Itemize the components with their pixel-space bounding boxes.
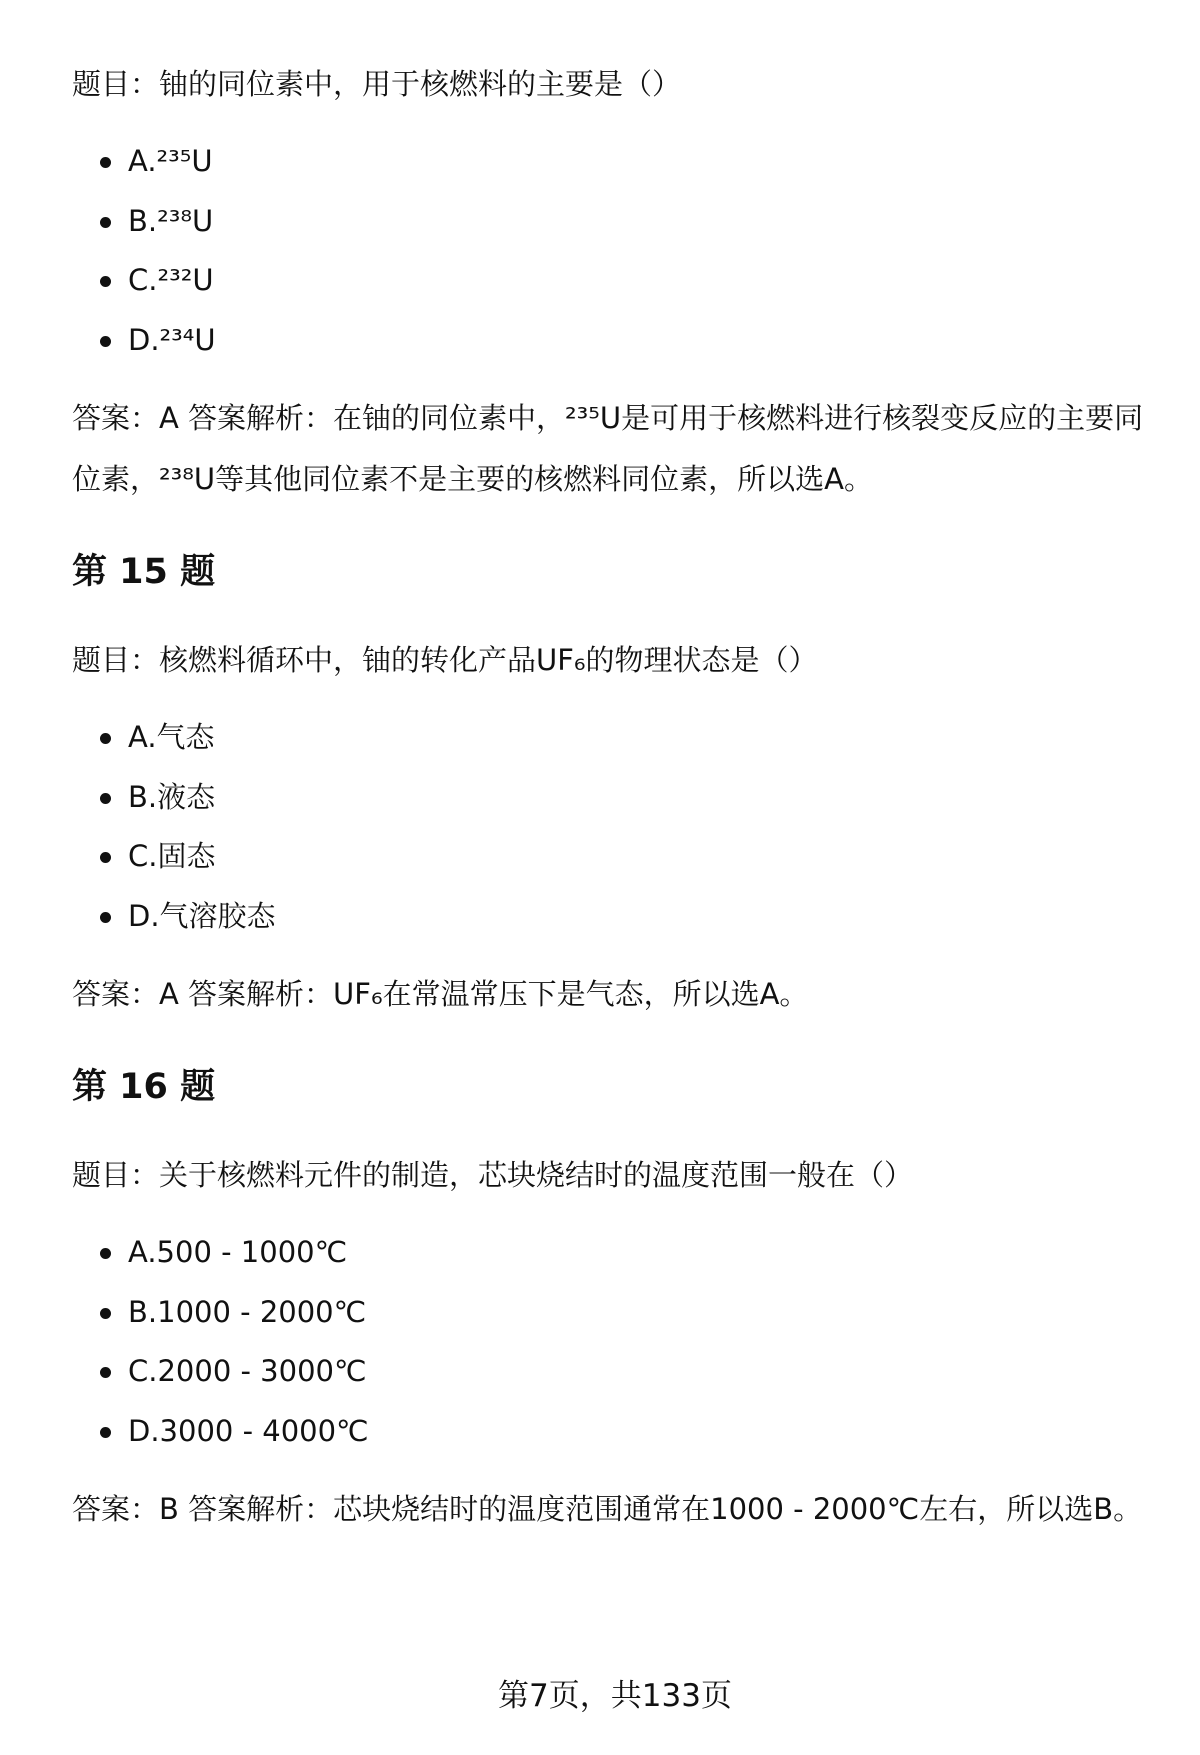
question-15-heading: 第 15 题 bbox=[72, 552, 216, 592]
question-16 bbox=[72, 1065, 1152, 1540]
option-label: C.2000 - 3000℃ bbox=[128, 1354, 367, 1388]
question-15-options bbox=[72, 708, 1152, 946]
option-label: A.气态 bbox=[128, 720, 215, 754]
option-label: D.3000 - 4000℃ bbox=[128, 1413, 369, 1448]
question-16-text: 题目：关于核燃料元件的制造，芯块烧结时的温度范围一般在（） bbox=[72, 1158, 914, 1192]
question-14 bbox=[72, 62, 1152, 510]
bullet-icon bbox=[100, 1308, 111, 1319]
bullet-icon bbox=[100, 157, 111, 168]
option-label: C.固态 bbox=[128, 839, 216, 873]
option-c bbox=[72, 827, 1152, 887]
bullet-icon bbox=[100, 852, 111, 863]
bullet-icon bbox=[100, 276, 111, 287]
option-d bbox=[72, 1402, 1152, 1462]
option-a bbox=[72, 708, 1152, 768]
option-label: A.²³⁵U bbox=[128, 144, 213, 178]
question-16-options bbox=[72, 1223, 1152, 1461]
bullet-icon bbox=[100, 912, 111, 923]
option-c bbox=[72, 251, 1152, 311]
option-b bbox=[72, 192, 1152, 252]
page-number: 第7页，共133页 bbox=[498, 1678, 732, 1714]
question-14-options bbox=[72, 132, 1152, 370]
question-16-heading: 第 16 题 bbox=[72, 1067, 216, 1107]
option-d bbox=[72, 887, 1152, 947]
question-15-text: 题目：核燃料循环中，铀的转化产品UF₆的物理状态是（） bbox=[72, 643, 818, 677]
option-d bbox=[72, 311, 1152, 371]
question-14-answer: 答案：A 答案解析：在铀的同位素中，²³⁵U是可用于核燃料进行核裂变反应的主要同位素，²³⁸U等其他同位素不是主要的核燃料同位素，所以选A。 bbox=[72, 401, 1144, 496]
option-label: D.气溶胶态 bbox=[128, 898, 276, 933]
option-label: C.²³²U bbox=[128, 263, 214, 297]
option-label: D.²³⁴U bbox=[128, 322, 216, 357]
option-label: B.1000 - 2000℃ bbox=[128, 1294, 367, 1329]
option-label: A.500 - 1000℃ bbox=[128, 1235, 348, 1269]
bullet-icon bbox=[100, 1367, 111, 1378]
question-15 bbox=[72, 550, 1152, 1025]
bullet-icon bbox=[100, 1248, 111, 1259]
option-a bbox=[72, 1223, 1152, 1283]
document-page bbox=[72, 62, 1152, 1540]
option-c bbox=[72, 1342, 1152, 1402]
question-14-text: 题目：铀的同位素中，用于核燃料的主要是（） bbox=[72, 67, 682, 101]
option-label: B.液态 bbox=[128, 779, 216, 814]
option-a bbox=[72, 132, 1152, 192]
question-15-answer: 答案：A 答案解析：UF₆在常温常压下是气态，所以选A。 bbox=[72, 977, 809, 1011]
bullet-icon bbox=[100, 336, 111, 347]
option-b bbox=[72, 1283, 1152, 1343]
bullet-icon bbox=[100, 217, 111, 228]
option-label: B.²³⁸U bbox=[128, 203, 214, 238]
bullet-icon bbox=[100, 793, 111, 804]
option-b bbox=[72, 768, 1152, 828]
question-16-answer: 答案：B 答案解析：芯块烧结时的温度范围通常在1000 - 2000℃左右，所以选B。 bbox=[72, 1492, 1143, 1526]
bullet-icon bbox=[100, 1427, 111, 1438]
bullet-icon bbox=[100, 733, 111, 744]
